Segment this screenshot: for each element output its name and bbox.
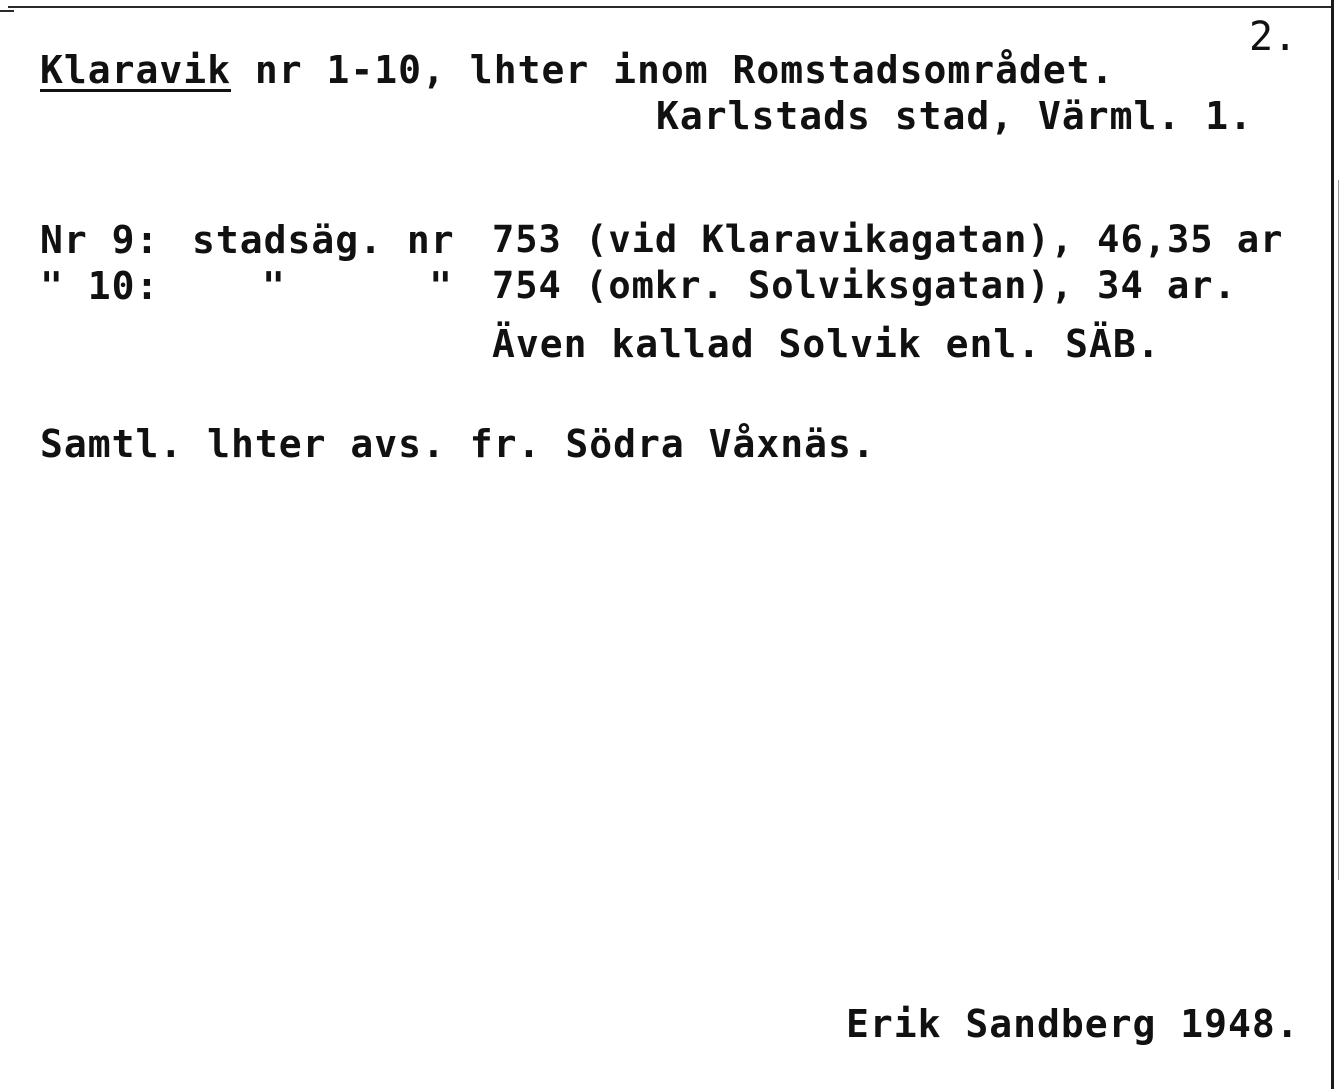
card-right-edge: [1331, 0, 1334, 1089]
heading-rest: nr 1-10, lhter inom Romstadsområdet.: [231, 48, 1115, 92]
card-top-edge: [8, 6, 1333, 8]
entry-label-9: Nr 9:: [40, 218, 160, 262]
card-number: 2.: [1249, 14, 1298, 60]
summary-line: Samtl. lhter avs. fr. Södra Våxnäs.: [40, 422, 876, 466]
location-line: Karlstads stad, Värml. 1.: [656, 94, 1253, 138]
entry-field-10: " ": [262, 264, 454, 308]
entry-text-10: 754 (omkr. Solviksgatan), 34 ar.: [492, 264, 1237, 307]
card-heading: [40, 48, 1115, 92]
alias-note: Även kallad Solvik enl. SÄB.: [492, 322, 1161, 366]
card-corner-edge: [0, 10, 14, 12]
entry-text-9: 753 (vid Klaravikagatan), 46,35 ar: [492, 218, 1284, 261]
entry-field-9: stadsäg. nr: [192, 218, 455, 262]
signature: Erik Sandberg 1948.: [846, 1002, 1300, 1046]
place-name: Klaravik: [40, 48, 232, 92]
card-right-shadow: [1338, 180, 1339, 880]
entry-label-10: " 10:: [40, 264, 160, 308]
